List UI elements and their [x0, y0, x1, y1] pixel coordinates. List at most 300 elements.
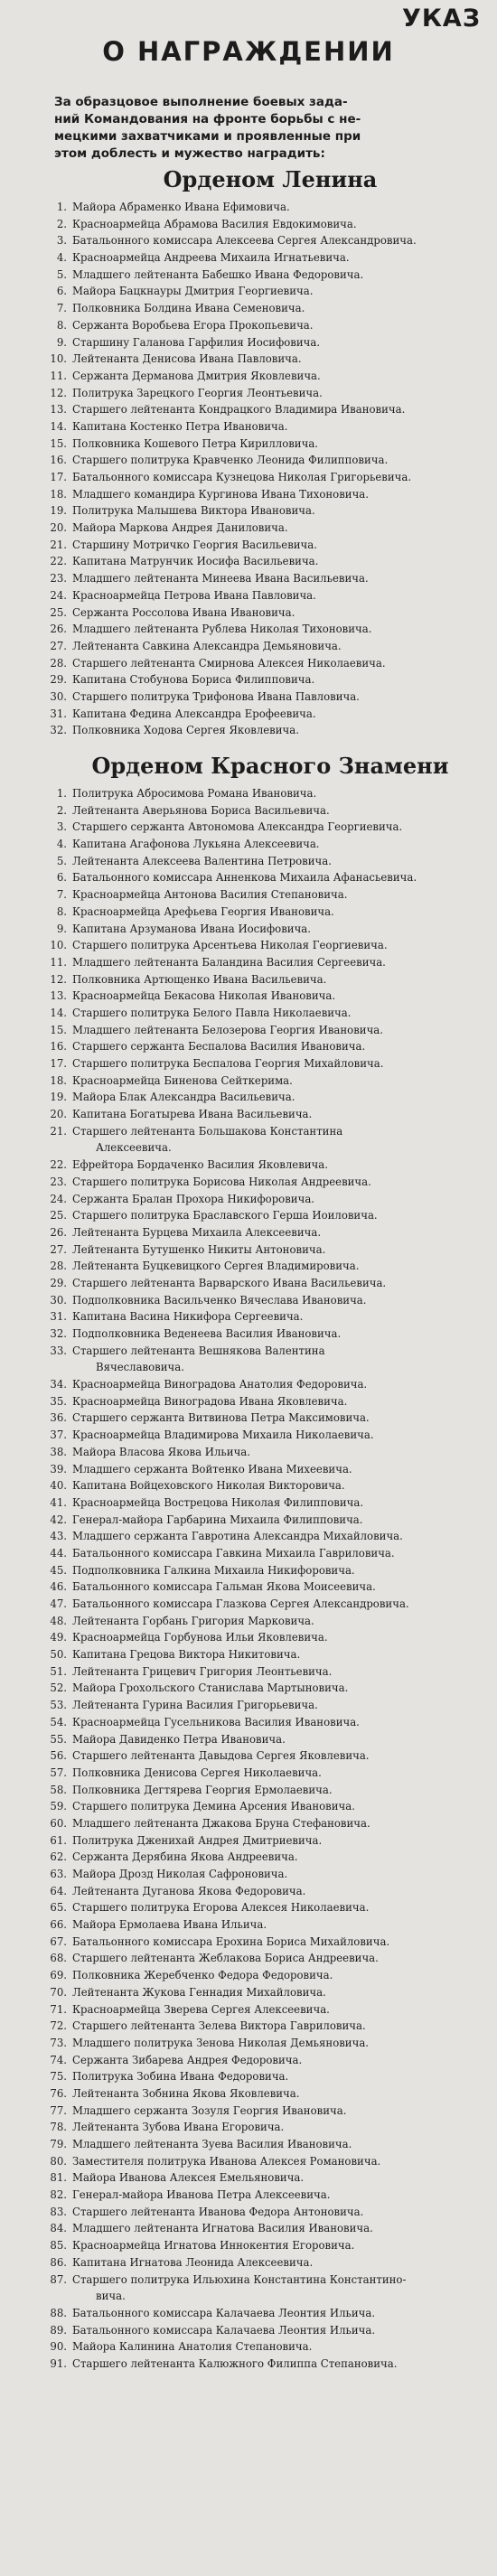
list-item	[0, 802, 497, 820]
item-text: Старшего лейтенанта Жеблакова Бориса Андреевича.	[72, 1952, 379, 1965]
item-text: Майора Ермолаева Ивана Ильича.	[72, 1918, 267, 1932]
list-item	[0, 1613, 497, 1630]
item-text: Капитана Грецова Виктора Никитовича.	[72, 1648, 301, 1662]
intro-line: За образцовое выполнение боевых зада-	[54, 95, 348, 109]
item-text: Лейтенанта Алексеева Валентина Петровича.	[72, 854, 332, 867]
list-item	[0, 570, 497, 587]
item-text: Красноармейца Виноградова Анатолия Федоровича.	[72, 1378, 368, 1391]
intro-line: этом доблесть и мужество наградить:	[54, 146, 325, 161]
item-number: 7.	[56, 302, 67, 315]
list-item	[0, 1646, 497, 1663]
item-number: 11.	[50, 369, 67, 382]
list-item	[0, 249, 497, 267]
item-number: 18.	[50, 487, 67, 501]
item-number: 6.	[56, 285, 67, 298]
item-text: Красноармейца Арефьева Георгия Ивановича.	[72, 904, 334, 918]
item-number: 25.	[50, 605, 67, 619]
item-text: Старшего политрука Борисова Николая Андреевича.	[72, 1175, 371, 1188]
item-number: 84.	[50, 2222, 67, 2235]
list-item	[0, 2001, 497, 2019]
list-item	[0, 1629, 497, 1646]
item-text: Полковника Болдина Ивана Семеновича.	[72, 302, 305, 315]
item-text: Младшего сержанта Зозуля Георгия Ивановича.	[72, 2103, 347, 2117]
item-text: Старшего лейтенанта Варварского Ивана Васильевича.	[72, 1276, 387, 1289]
item-number: 21.	[50, 538, 67, 551]
list-item	[0, 2272, 497, 2289]
list-item	[0, 2136, 497, 2153]
item-number: 38.	[50, 1445, 67, 1458]
item-text: Майора Давиденко Петра Ивановича.	[72, 1732, 286, 1746]
list-item	[0, 368, 497, 385]
list-item	[0, 283, 497, 300]
item-number: 72.	[50, 2019, 67, 2033]
list-item	[0, 937, 497, 954]
list-item	[0, 1005, 497, 1022]
list-item	[0, 1157, 497, 1174]
item-number: 11.	[50, 955, 67, 969]
item-number: 88.	[50, 2306, 67, 2319]
item-number: 29.	[50, 1276, 67, 1289]
item-number: 6.	[56, 871, 67, 885]
item-text: Майора Блак Александра Васильевича.	[72, 1091, 295, 1104]
item-number: 68.	[50, 1952, 67, 1965]
list-item	[0, 1308, 497, 1325]
list-item	[0, 1731, 497, 1748]
item-text: Капитана Васина Никифора Сергеевича.	[72, 1310, 304, 1324]
list-item	[0, 2187, 497, 2204]
item-number: 24.	[50, 588, 67, 602]
list-item	[0, 1106, 497, 1123]
item-number: 53.	[50, 1699, 67, 1712]
item-text: Старшего лейтенанта Давыдова Сергея Яковлевича.	[72, 1749, 370, 1763]
list-item	[0, 553, 497, 570]
item-text: Подполковника Васильченко Вячеслава Ивановича.	[72, 1293, 367, 1307]
list-item	[0, 1578, 497, 1596]
item-number: 31.	[50, 1310, 67, 1324]
item-number: 16.	[50, 454, 67, 467]
list-item	[0, 1241, 497, 1259]
item-text: Лейтенанта Грицевич Григория Леонтьевича.	[72, 1664, 333, 1678]
list-item	[0, 2305, 497, 2322]
item-number: 31.	[50, 707, 67, 720]
item-text: Старшего политрука Кравченко Леонида Филипповича.	[72, 454, 389, 467]
item-number: 82.	[50, 2188, 67, 2202]
item-number: 25.	[50, 1209, 67, 1222]
item-text: Старшего политрука Ильюхина Константина Константино-	[72, 2272, 407, 2286]
item-text: Красноармейца Андреева Михаила Игнатьевича.	[72, 251, 350, 265]
item-number: 27.	[50, 1242, 67, 1256]
list-item	[0, 469, 497, 486]
item-text: Младшего лейтенанта Белозерова Георгия Ивановича.	[72, 1023, 383, 1036]
item-number: 52.	[50, 1681, 67, 1695]
item-number: 42.	[50, 1513, 67, 1526]
item-text: Старшего политрука Белого Павла Николаевича.	[72, 1006, 352, 1019]
item-number: 16.	[50, 1040, 67, 1054]
list-item	[0, 1444, 497, 1461]
item-text: Генерал-майора Иванова Петра Алексеевича.	[72, 2188, 331, 2202]
list-item	[0, 988, 497, 1005]
list-item	[0, 836, 497, 853]
item-number: 7.	[56, 888, 67, 902]
list-item	[0, 2254, 497, 2272]
list-item	[0, 2220, 497, 2237]
item-number: 15.	[50, 1023, 67, 1036]
item-text: Лейтенанта Буцкевицкого Сергея Владимировича.	[72, 1260, 360, 1273]
item-number: 90.	[50, 2340, 67, 2354]
intro-line: ний Командования на фронте борьбы с не-	[54, 112, 361, 126]
item-text: Полковника Артющенко Ивана Васильевича.	[72, 972, 327, 986]
item-number: 91.	[50, 2356, 67, 2370]
list-item	[0, 1022, 497, 1039]
list-item	[0, 520, 497, 537]
list-item	[0, 216, 497, 233]
item-number: 29.	[50, 673, 67, 687]
list-item	[0, 921, 497, 938]
item-number: 45.	[50, 1563, 67, 1577]
list-item	[0, 1815, 497, 1832]
item-number: 28.	[50, 656, 67, 670]
item-text: Красноармейца Владимирова Михаила Николаевича.	[72, 1429, 374, 1442]
item-number: 54.	[50, 1715, 67, 1728]
item-text: Старшего лейтенанта Смирнова Алексея Николаевича.	[72, 656, 386, 670]
item-text: Алексеевича.	[96, 1141, 172, 1155]
list-item	[0, 2169, 497, 2187]
item-number: 26.	[50, 623, 67, 636]
item-text: Сержанта Воробьева Егора Прокопьевича.	[72, 318, 314, 332]
item-number: 10.	[50, 939, 67, 952]
item-text: Политрука Дженихай Андрея Дмитриевича.	[72, 1833, 323, 1847]
list-item	[0, 1174, 497, 1191]
list-item	[0, 638, 497, 655]
item-text: Старшего политрука Трифонова Ивана Павловича.	[72, 689, 360, 703]
list-item	[0, 621, 497, 638]
list-item	[0, 2153, 497, 2170]
item-number: 2.	[56, 217, 67, 230]
item-text: Генерал-майора Гарбарина Михаила Филипповича.	[72, 1513, 363, 1526]
item-text: Младшего политрука Зенова Николая Демьяновича.	[72, 2036, 370, 2049]
item-number: 23.	[50, 572, 67, 585]
item-text: Сержанта Дерманова Дмитрия Яковлевича.	[72, 369, 321, 382]
item-text: Политрука Малышева Виктора Ивановича.	[72, 504, 315, 518]
list-item	[0, 2068, 497, 2085]
item-number: 86.	[50, 2255, 67, 2269]
item-text: Политрука Зобина Ивана Федоровича.	[72, 2070, 289, 2084]
list-item	[0, 819, 497, 836]
list-item	[0, 385, 497, 402]
item-text: Красноармейца Зверева Сергея Алексеевича.	[72, 2002, 330, 2016]
item-number: 83.	[50, 2205, 67, 2218]
item-text: Младшего сержанта Гавротина Александра Михайловича.	[72, 1530, 403, 1543]
list-item	[0, 2338, 497, 2356]
item-text: Батальонного комиссара Калачаева Леонтия Ильича.	[72, 2323, 376, 2337]
item-text: вича.	[96, 2290, 126, 2303]
list-item	[0, 1697, 497, 1714]
item-text: Красноармейца Гусельникова Василия Ивановича.	[72, 1715, 360, 1728]
item-text: Старшего сержанта Автономова Александра Георгиевича.	[72, 820, 403, 834]
item-number: 2.	[56, 803, 67, 817]
list-item	[0, 954, 497, 971]
list-item	[0, 2085, 497, 2103]
item-text: Лейтенанта Савкина Александра Демьяновича.	[72, 639, 342, 652]
list-item	[0, 604, 497, 622]
list-item	[0, 1984, 497, 2001]
section-heading-red-banner: Орденом Красного Знамени	[91, 753, 449, 779]
item-text: Подполковника Галкина Михаила Никифоровича.	[72, 1563, 355, 1577]
item-text: Красноармейца Виноградова Ивана Яковлевича.	[72, 1394, 348, 1408]
item-number: 28.	[50, 1260, 67, 1273]
item-number: 56.	[50, 1749, 67, 1763]
item-text: Майора Маркова Андрея Даниловича.	[72, 521, 288, 535]
item-text: Капитана Федина Александра Ерофеевича.	[72, 707, 316, 720]
item-number: 18.	[50, 1073, 67, 1087]
list-item	[0, 1663, 497, 1681]
item-text: Капитана Игнатова Леонида Алексеевича.	[72, 2255, 314, 2269]
list-item	[0, 1494, 497, 1512]
list-item	[0, 1899, 497, 1916]
item-text: Подполковника Веденеева Василия Ивановича.	[72, 1327, 342, 1340]
section-heading-lenin: Орденом Ленина	[163, 166, 378, 192]
list-item	[0, 199, 497, 216]
item-text: Полковника Жеребченко Федора Федоровича.	[72, 1969, 333, 1982]
item-text: Полковника Ходова Сергея Яковлевича.	[72, 724, 299, 737]
list-item	[0, 2035, 497, 2052]
item-number: 41.	[50, 1495, 67, 1509]
list-item	[0, 655, 497, 672]
item-text: Старшего лейтенанта Иванова Федора Антоновича.	[72, 2205, 364, 2218]
item-number: 51.	[50, 1664, 67, 1678]
item-number: 19.	[50, 504, 67, 518]
list-item	[0, 486, 497, 503]
item-number: 3.	[56, 234, 67, 248]
item-number: 32.	[50, 1327, 67, 1340]
item-text: Капитана Арзуманова Ивана Иосифовича.	[72, 922, 311, 935]
item-number: 12.	[50, 972, 67, 986]
list-item	[0, 1055, 497, 1073]
item-text: Старшину Мотричко Георгия Васильевича.	[72, 538, 317, 551]
item-text: Старшего лейтенанта Вешнякова Валентина	[72, 1344, 325, 1357]
list-item	[0, 1798, 497, 1815]
item-number: 46.	[50, 1580, 67, 1594]
item-number: 1.	[56, 787, 67, 800]
award-list-red-banner	[0, 785, 497, 2373]
list-item	[0, 1410, 497, 1427]
item-number: 50.	[50, 1648, 67, 1662]
list-item	[0, 706, 497, 723]
item-number: 85.	[50, 2239, 67, 2253]
list-item	[0, 1950, 497, 1967]
item-text: Красноармейца Абрамова Василия Евдокимовича.	[72, 217, 357, 230]
list-item	[0, 351, 497, 368]
item-text: Батальонного комиссара Глазкова Сергея Александровича.	[72, 1597, 409, 1610]
item-number: 71.	[50, 2002, 67, 2016]
list-item	[0, 1512, 497, 1529]
item-number: 40.	[50, 1479, 67, 1493]
item-number: 89.	[50, 2323, 67, 2337]
item-number: 62.	[50, 1850, 67, 1864]
list-item	[0, 267, 497, 284]
item-number: 64.	[50, 1884, 67, 1897]
item-number: 13.	[50, 989, 67, 1003]
item-text: Батальонного комиссара Ерохина Бориса Михайловича.	[72, 1934, 390, 1948]
item-text: Заместителя политрука Иванова Алексея Романовича.	[72, 2154, 381, 2168]
item-text: Полковника Дегтярева Георгия Ермолаевича.	[72, 1783, 333, 1796]
list-item	[0, 1528, 497, 1545]
list-item	[0, 2204, 497, 2221]
item-text: Лейтенанта Гурина Василия Григорьевича.	[72, 1699, 318, 1712]
item-number: 36.	[50, 1411, 67, 1425]
decree-label: УКАЗ	[402, 5, 481, 33]
item-number: 74.	[50, 2053, 67, 2066]
list-item	[0, 886, 497, 904]
item-text: Красноармейца Антонова Василия Степановича.	[72, 888, 348, 902]
list-item	[0, 418, 497, 436]
item-text: Лейтенанта Горбань Григория Марковича.	[72, 1614, 314, 1627]
item-text: Майора Абраменко Ивана Ефимовича.	[72, 201, 290, 213]
item-text: Младшего лейтенанта Минеева Ивана Васильевича.	[72, 572, 369, 585]
list-item	[0, 1038, 497, 1055]
item-number: 44.	[50, 1546, 67, 1560]
item-text: Старшего политрука Демина Арсения Ивановича.	[72, 1800, 355, 1813]
award-list-lenin	[0, 199, 497, 739]
list-item	[0, 1866, 497, 1883]
item-text: Капитана Войцеховского Николая Викторовича.	[72, 1479, 345, 1493]
intro-paragraph	[54, 94, 486, 163]
item-number: 23.	[50, 1175, 67, 1188]
item-text: Батальонного комиссара Алексеева Сергея Александровича.	[72, 234, 417, 248]
list-item	[0, 785, 497, 802]
item-text: Капитана Матрунчик Иосифа Васильевича.	[72, 555, 319, 568]
item-number: 30.	[50, 689, 67, 703]
item-number: 60.	[50, 1816, 67, 1830]
item-number: 12.	[50, 386, 67, 399]
item-text: Старшего политрука Арсентьева Николая Георгиевича.	[72, 939, 388, 952]
item-number: 61.	[50, 1833, 67, 1847]
item-number: 10.	[50, 352, 67, 366]
list-item	[0, 1747, 497, 1765]
list-item	[0, 1073, 497, 1090]
item-number: 5.	[56, 267, 67, 281]
item-text: Младшего лейтенанта Игнатова Василия Ивановича.	[72, 2222, 373, 2235]
list-item	[0, 1139, 497, 1157]
list-item	[0, 1562, 497, 1579]
item-text: Капитана Костенко Петра Ивановича.	[72, 419, 288, 433]
item-number: 33.	[50, 1344, 67, 1357]
item-text: Политрука Абросимова Романа Ивановича.	[72, 787, 317, 800]
item-text: Батальонного комиссара Анненкова Михаила Афанасьевича.	[72, 871, 417, 885]
item-number: 81.	[50, 2171, 67, 2185]
item-number: 26.	[50, 1225, 67, 1239]
item-text: Младшего командира Кургинова Ивана Тихоновича.	[72, 487, 369, 501]
list-item	[0, 1832, 497, 1850]
list-item	[0, 1427, 497, 1444]
item-text: Сержанта Россолова Ивана Ивановича.	[72, 605, 295, 619]
item-number: 34.	[50, 1378, 67, 1391]
item-text: Красноармейца Вострецова Николая Филипповича.	[72, 1495, 364, 1509]
item-number: 49.	[50, 1631, 67, 1644]
item-text: Старшего лейтенанта Зелева Виктора Гавриловича.	[72, 2019, 366, 2033]
list-item	[0, 452, 497, 469]
item-text: Ефрейтора Бордаченко Василия Яковлевича.	[72, 1158, 328, 1172]
list-item	[0, 1967, 497, 1984]
item-text: Батальонного комиссара Кузнецова Николая Григорьевича.	[72, 471, 412, 483]
item-text: Старшину Галанова Гарфилия Иосифовича.	[72, 335, 321, 349]
item-text: Лейтенанта Денисова Ивана Павловича.	[72, 352, 302, 366]
item-text: Майора Дрозд Николая Сафроновича.	[72, 1868, 288, 1880]
item-text: Старшего политрука Беспалова Георгия Михайловича.	[72, 1057, 384, 1070]
item-number: 47.	[50, 1597, 67, 1610]
list-item	[0, 869, 497, 886]
item-text: Сержанта Зибарева Андрея Федоровича.	[72, 2053, 303, 2066]
item-text: Старшего политрука Браславского Герша Иоиловича.	[72, 1209, 378, 1222]
list-item	[0, 1123, 497, 1140]
item-number: 9.	[56, 922, 67, 935]
item-text: Лейтенанта Зобнина Якова Яковлевича.	[72, 2086, 300, 2100]
item-number: 67.	[50, 1934, 67, 1948]
item-text: Капитана Богатырева Ивана Васильевича.	[72, 1108, 313, 1121]
list-item	[0, 1275, 497, 1292]
list-item	[0, 1343, 497, 1360]
item-text: Полковника Кошевого Петра Кирилловича.	[72, 436, 319, 450]
list-item	[0, 1714, 497, 1731]
item-number: 4.	[56, 251, 67, 265]
list-item	[0, 1782, 497, 1799]
item-number: 69.	[50, 1969, 67, 1982]
list-item	[0, 671, 497, 688]
item-text: Красноармейца Биненова Сейткерима.	[72, 1073, 293, 1087]
list-item	[0, 1258, 497, 1275]
list-item	[0, 436, 497, 453]
item-number: 8.	[56, 904, 67, 918]
item-text: Капитана Агафонова Лукьяна Алексеевича.	[72, 838, 320, 851]
item-number: 43.	[50, 1530, 67, 1543]
item-number: 35.	[50, 1394, 67, 1408]
item-number: 75.	[50, 2070, 67, 2084]
list-item	[0, 1883, 497, 1900]
list-item	[0, 2288, 497, 2305]
item-number: 5.	[56, 854, 67, 867]
item-number: 30.	[50, 1293, 67, 1307]
list-item	[0, 1680, 497, 1697]
item-number: 80.	[50, 2154, 67, 2168]
item-number: 14.	[50, 1006, 67, 1019]
list-item	[0, 1393, 497, 1410]
item-number: 39.	[50, 1462, 67, 1475]
list-item	[0, 853, 497, 870]
item-text: Лейтенанта Бурцева Михаила Алексеевича.	[72, 1225, 322, 1239]
list-item	[0, 1849, 497, 1866]
item-text: Лейтенанта Бутушенко Никиты Антоновича.	[72, 1242, 326, 1256]
list-item	[0, 537, 497, 554]
item-number: 4.	[56, 838, 67, 851]
item-number: 24.	[50, 1192, 67, 1205]
item-text: Майора Власова Якова Ильича.	[72, 1445, 250, 1458]
item-number: 27.	[50, 639, 67, 652]
item-number: 70.	[50, 1985, 67, 1999]
item-text: Сержанта Дерябина Якова Андреевича.	[72, 1850, 298, 1864]
item-number: 17.	[50, 1057, 67, 1070]
item-number: 87.	[50, 2272, 67, 2286]
item-number: 79.	[50, 2138, 67, 2150]
item-number: 77.	[50, 2103, 67, 2117]
list-item	[0, 1934, 497, 1951]
list-item	[0, 2237, 497, 2254]
intro-line: мецкими захватчиками и проявленные при	[54, 129, 361, 144]
item-number: 65.	[50, 1901, 67, 1915]
item-number: 9.	[56, 335, 67, 349]
item-text: Лейтенанта Аверьянова Бориса Васильевича.	[72, 803, 330, 817]
list-item	[0, 587, 497, 604]
item-number: 22.	[50, 555, 67, 568]
